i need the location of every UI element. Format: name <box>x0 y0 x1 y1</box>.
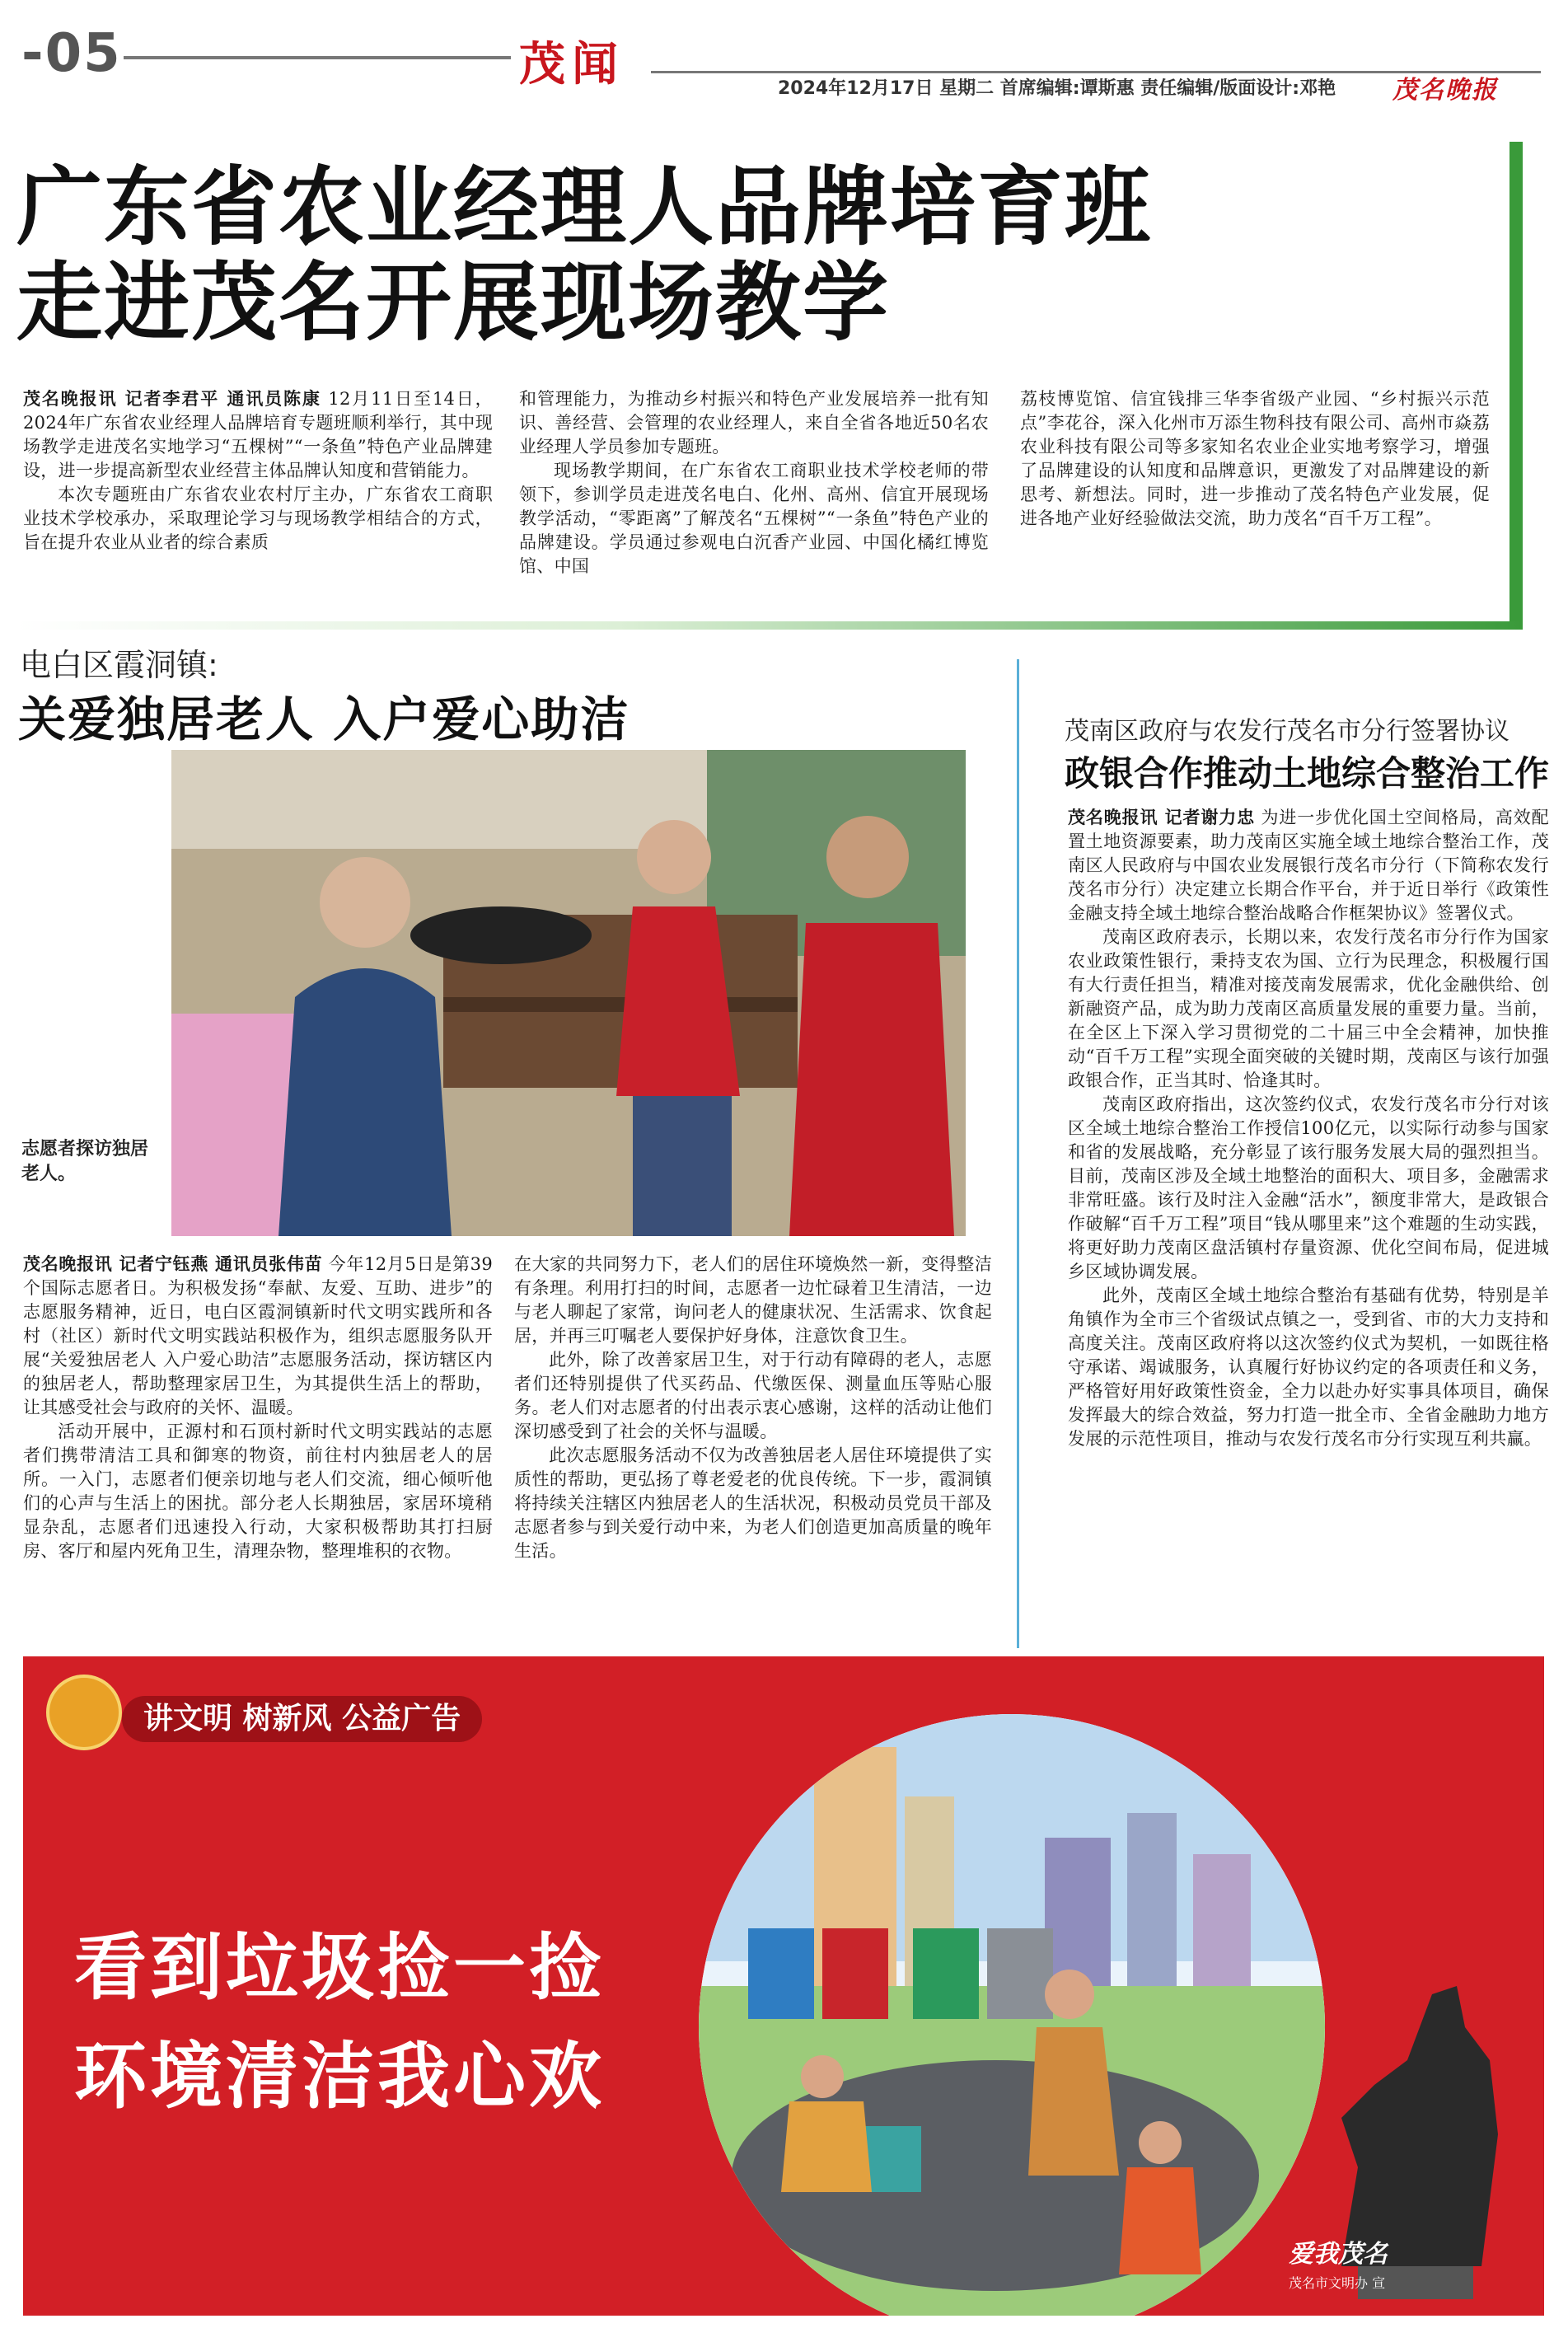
ad-logo: 爱我茂名 <box>1289 2240 1388 2269</box>
article2-col1-p2: 活动开展中，正源村和石顶村新时代文明实践站的志愿者们携带清洁工具和御寒的物资，前往村内独居老人的居所。一入门，志愿者们便亲切地与老人们交流，细心倾听他们的心声与生活上的困扰。部分老人长期独居，家居环境稍显杂乱，志愿者们迅速投入行动，大家积极帮助其打扫厨房、客厅和屋内死角卫生，清理杂物，整理堆积的衣物。 <box>23 1422 493 1561</box>
article1-col2 <box>519 387 989 578</box>
article2-col2-p1: 在大家的共同努力下，老人们的居住环境焕然一新，变得整洁有条理。利用打扫的时间，志愿者一边忙碌着卫生清洁，一边与老人聊起了家常，询问老人的健康状况、生活需求、饮食起居，并再三叮嘱老人要保护好身体，注意饮食卫生。 <box>514 1254 992 1346</box>
article3-p1: 为进一步优化国土空间格局，高效配置土地资源要素，助力茂南区实施全域土地综合整治工作，茂南区人民政府与中国农业发展银行茂名市分行（下简称农发行茂名市分行）决定建立长期合作平台，并于近日举行《政策性金融支持全域土地综合整治战略合作框架协议》签署仪式。 <box>1068 808 1549 923</box>
article3-p3: 茂南区政府指出，这次签约仪式，农发行茂名市分行对该区全域土地综合整治工作授信100亿元，以实际行动参与国家和省的发展战略，充分彰显了该行服务发展大局的强烈担当。目前，茂南区涉及全域土地整治的面积大、项目多，金融需求非常旺盛。该行及时注入金融“活水”，额度非常大，是政银合作破解“百千万工程”项目“钱从哪里来”这个难题的生动实践，将更好助力茂南区盘活镇村存量资源、优化空间布局，促进城乡区域协调发展。 <box>1068 1094 1549 1281</box>
photo-caption: 志愿者探访独居老人。 <box>21 1139 149 1184</box>
volunteer-photo <box>171 750 966 1236</box>
article2-byline: 茂名晚报讯 记者宁钰燕 通讯员张伟苗 <box>23 1254 323 1274</box>
article2-col2-p2: 此外，除了改善家居卫生，对于行动有障碍的老人，志愿者们还特别提供了代买药品、代缴医保、测量血压等贴心服务。老人们对志愿者的付出表示衷心感谢，这样的活动让他们深切感受到了社会的关怀与温暖。 <box>514 1350 992 1441</box>
page-number: -05 <box>21 23 122 84</box>
green-accent-top <box>16 621 1523 630</box>
article1-col1-p2: 本次专题班由广东省农业农村厅主办，广东省农工商职业技术学校承办，采取理论学习与现场教学相结合的方式，旨在提升农业从业者的综合素质 <box>23 485 493 552</box>
article1-title-line2: 走进茂名开展现场教学 <box>16 252 891 353</box>
article1-col1 <box>23 387 493 555</box>
article3-p2: 茂南区政府表示，长期以来，农发行茂名市分行作为国家农业政策性银行，秉持支农为国、立行为民理念，积极履行国有大行责任担当，精准对接茂南发展需求，优化金融供给、创新融资产品，成为助力茂南区高质量发展的重要力量。当前，在全区上下深入学习贯彻党的二十届三中全会精神，加快推动“百千万工程”实现全面突破的关键时期，茂南区与该行加强政银合作，正当其时、恰逢其时。 <box>1068 927 1549 1090</box>
article3-byline: 茂名晚报讯 记者谢力忠 <box>1068 808 1255 827</box>
article3-title: 政银合作推动土地综合整治工作 <box>1065 753 1550 794</box>
ad-slogan-2: 环境清洁我心欢 <box>74 2034 606 2119</box>
article1-byline: 茂名晚报讯 记者李君平 通讯员陈康 <box>23 389 321 409</box>
article2-col2-p3: 此次志愿服务活动不仅为改善独居老人居住环境提供了实质性的帮助，更弘扬了尊老爱老的优良传统。下一步，霞洞镇将持续关注辖区内独居老人的生活状况，积极动员党员干部及志愿者参与到关爱行动中来，为老人们创造更加高质量的晚年生活。 <box>514 1445 992 1561</box>
masthead-logo: 茂名晚报 <box>1392 76 1498 105</box>
header-rule-left <box>124 56 511 59</box>
ad-credit: 茂名市文明办 宣 <box>1289 2275 1386 2291</box>
column-divider <box>1017 659 1019 1648</box>
article3-body <box>1068 806 1549 1451</box>
ad-emblem <box>46 1675 122 1750</box>
article1-col3 <box>1020 387 1490 531</box>
article2-col1-p1: 今年12月5日是第39个国际志愿者日。为积极发扬“奉献、友爱、互助、进步”的志愿服务精神，近日，电白区霞洞镇新时代文明实践所和各村（社区）新时代文明实践站积极作为，组织志愿服务队开展“关爱独居老人 入户爱心助洁”志愿服务活动，探访辖区内的独居老人，帮助整理家居卫生，为其提供生活上的帮助，让其感受社会与政府的关怀、温暖。 <box>23 1254 493 1417</box>
ad-banner: 讲文明 树新风 公益广告 <box>122 1696 482 1742</box>
volunteer-photo-illustration <box>171 750 966 1236</box>
article1-col2-p2: 现场教学期间，在广东省农工商职业技术学校老师的带领下，参训学员走进茂名电白、化州、高州、信宜开展现场教学活动，“零距离”了解茂名“五棵树”“一条鱼”特色产业的品牌建设。学员通过参观电白沉香产业园、中国化橘红博览馆、中国 <box>519 461 989 576</box>
green-accent-bar <box>1509 142 1523 630</box>
ad-illustration <box>699 1714 1325 2316</box>
article2-title: 关爱独居老人 入户爱心助洁 <box>18 691 630 747</box>
article1-col3-p1: 荔枝博览馆、信宜钱排三华李省级产业园、“乡村振兴示范点”李花谷，深入化州市万添生物科技有限公司、高州市焱荔农业科技有限公司等多家知名农业企业实地考察学习，增强了品牌建设的认知度和品牌意识，更激发了对品牌建设的新思考、新想法。同时，进一步推动了茂名特色产业发展，促进各地产业好经验做法交流，助力茂名“百千万工程”。 <box>1020 389 1490 528</box>
article1-col2-p1: 和管理能力，为推动乡村振兴和特色产业发展培养一批有知识、善经营、会管理的农业经理人，来自全省各地近50名农业经理人学员参加专题班。 <box>519 389 989 457</box>
article2-col2 <box>514 1253 992 1563</box>
article1-col1-p1: 12月11日至14日，2024年广东省农业经理人品牌培育专题班顺利举行，其中现场教学走进茂名实地学习“五棵树”“一条鱼”特色产业品牌建设，进一步提高新型农业经营主体品牌认知度和营销能力。 <box>23 389 493 480</box>
section-label: 茂闻 <box>519 38 625 91</box>
cleanup-scene-illustration <box>699 1714 1325 2316</box>
date-line: 2024年12月17日 星期二 首席编辑:谭斯惠 责任编辑/版面设计:邓艳 <box>778 78 1336 99</box>
ad-slogan-1: 看到垃圾捡一捡 <box>74 1925 606 2010</box>
article3-p4: 此外，茂南区全域土地综合整治有基础有优势，特别是羊角镇作为全市三个省级试点镇之一，受到省、市的大力支持和高度关注。茂南区政府将以这次签约仪式为契机，一如既往格守承诺、竭诚服务，认真履行好协议约定的各项责任和义务，严格管好用好政策性资金，全力以赴办好实事具体项目，确保发挥最大的综合效益，努力打造一批全市、全省金融助力地方发展的示范性项目，推动与农发行茂名市分行实现互利共赢。 <box>1068 1286 1549 1449</box>
article3-kicker: 茂南区政府与农发行茂名市分行签署协议 <box>1065 717 1509 746</box>
article2-kicker: 电白区霞洞镇: <box>20 647 218 683</box>
article2-col1 <box>23 1253 493 1563</box>
public-service-ad <box>23 1656 1544 2316</box>
article1-title-line1: 广东省农业经理人品牌培育班 <box>16 157 1153 257</box>
